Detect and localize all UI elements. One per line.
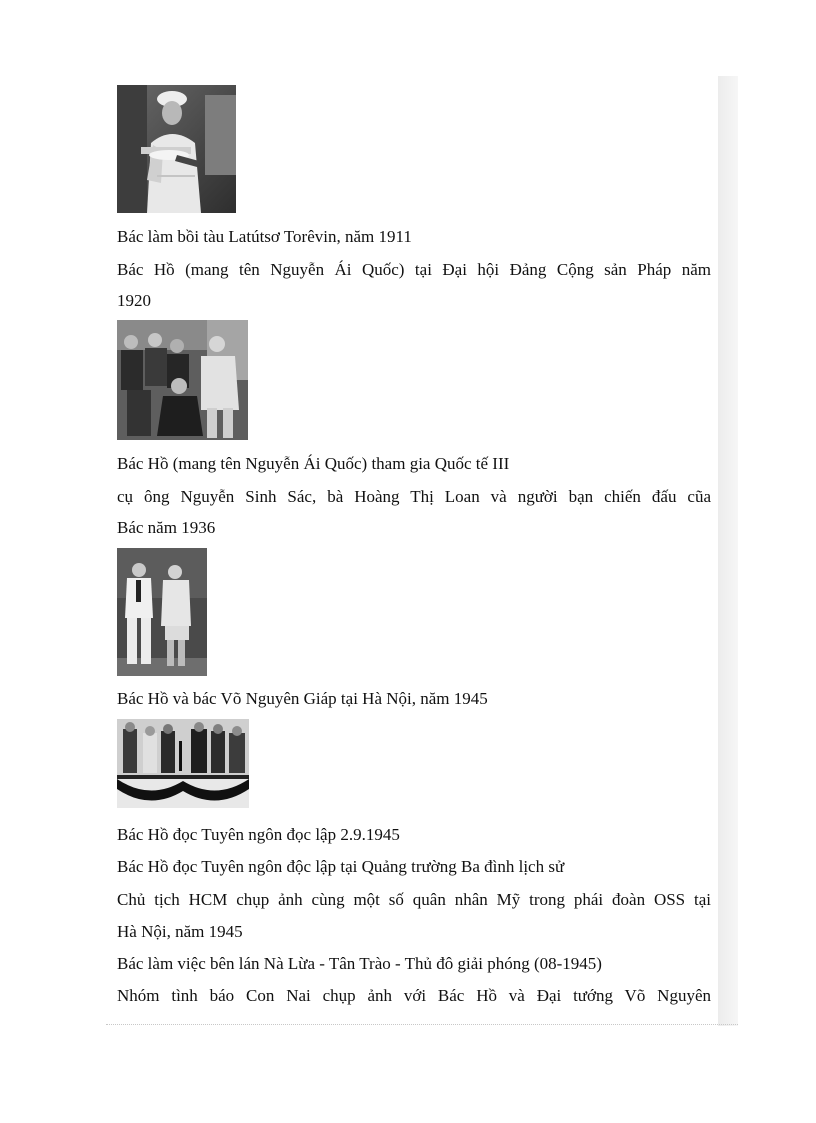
caption-ba-dinh-square: Bác Hồ đọc Tuyên ngôn độc lập tại Quảng trường Ba đình lịch sử xyxy=(117,857,565,876)
photo-1911-ship xyxy=(117,85,236,213)
caption-declaration-date: Bác Hồ đọc Tuyên ngôn đọc lập 2.9.1945 xyxy=(117,825,400,844)
caption-oss-line2: Hà Nội, năm 1945 xyxy=(117,922,243,941)
caption-1936-line1: cụ ông Nguyễn Sinh Sác, bà Hoàng Thị Loan và người bạn chiến đấu cũa xyxy=(117,487,711,506)
caption-1945-hanoi: Bác Hồ và bác Võ Nguyên Giáp tại Hà Nội, năm 1945 xyxy=(117,689,488,708)
photo-1945-declaration xyxy=(117,719,249,808)
photo-1945-vo-nguyen-giap xyxy=(117,548,207,676)
caption-comintern: Bác Hồ (mang tên Nguyễn Ái Quốc) tham gia Quốc tế III xyxy=(117,454,510,473)
caption-1920-line1: Bác Hồ (mang tên Nguyễn Ái Quốc) tại Đại hội Đảng Cộng sản Pháp năm xyxy=(117,260,711,279)
caption-1911: Bác làm bồi tàu Latútsơ Torêvin, năm 1911 xyxy=(117,227,412,246)
caption-oss-line1: Chủ tịch HCM chụp ảnh cùng một số quân nhân Mỹ trong phái đoàn OSS tại xyxy=(117,890,711,909)
caption-1920-line2: 1920 xyxy=(117,291,151,310)
caption-con-nai: Nhóm tình báo Con Nai chụp ảnh với Bác Hồ và Đại tướng Võ Nguyên xyxy=(117,986,711,1005)
caption-na-lua: Bác làm việc bên lán Nà Lừa - Tân Trào - Thủ đô giải phóng (08-1945) xyxy=(117,954,602,973)
photo-1920-congress xyxy=(117,320,248,440)
caption-1936-line2: Bác năm 1936 xyxy=(117,518,216,537)
